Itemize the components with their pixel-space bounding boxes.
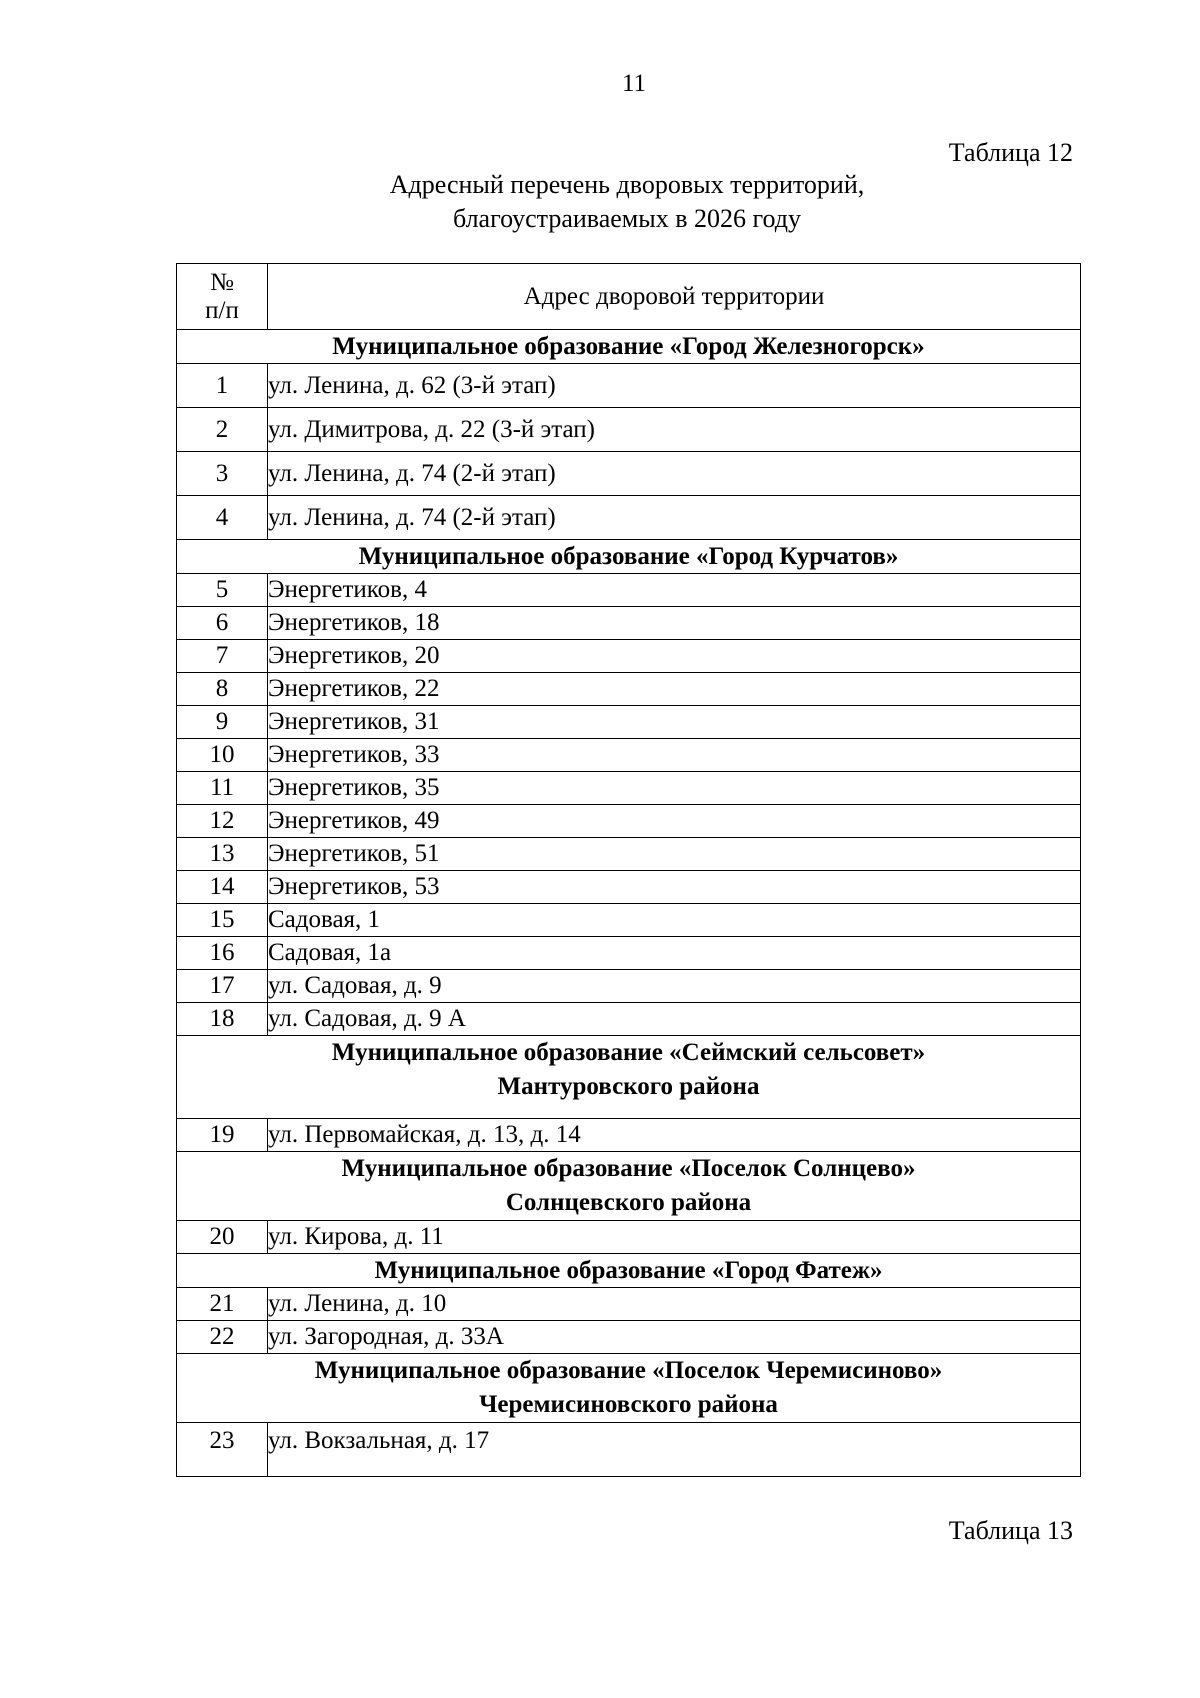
row-address: Энергетиков, 35 bbox=[268, 772, 1081, 805]
address-table bbox=[176, 263, 1081, 1477]
table-row bbox=[177, 706, 1081, 739]
row-address: ул. Кирова, д. 11 bbox=[268, 1221, 1081, 1254]
section-title bbox=[177, 1036, 1081, 1119]
row-number: 17 bbox=[177, 970, 268, 1003]
header-num-cell bbox=[177, 264, 268, 330]
table-row bbox=[177, 1221, 1081, 1254]
section-header-row bbox=[177, 1152, 1081, 1221]
row-number: 19 bbox=[177, 1119, 268, 1152]
section-title-line: Солнцевского района bbox=[505, 1189, 752, 1216]
section-title-line: Черемисиновского района bbox=[479, 1391, 778, 1418]
section-title-line: Муниципальное образование «Поселок Солнцево» bbox=[341, 1155, 916, 1182]
section-title-line: Муниципальное образование «Сеймский сельсовет» bbox=[331, 1039, 926, 1066]
section-header-row bbox=[177, 1036, 1081, 1119]
row-address: ул. Ленина, д. 62 (3-й этап) bbox=[268, 364, 1081, 408]
header-num-label: п/п bbox=[205, 296, 239, 324]
table-row bbox=[177, 970, 1081, 1003]
section-header-row bbox=[177, 1354, 1081, 1423]
table-row bbox=[177, 408, 1081, 452]
row-number: 15 bbox=[177, 904, 268, 937]
table-row bbox=[177, 607, 1081, 640]
table-header-row bbox=[177, 264, 1081, 330]
title-line-1: Адресный перечень дворовых территорий, bbox=[389, 170, 865, 199]
table-row bbox=[177, 838, 1081, 871]
row-number: 7 bbox=[177, 640, 268, 673]
row-number: 10 bbox=[177, 739, 268, 772]
row-address: ул. Вокзальная, д. 17 bbox=[268, 1423, 1081, 1477]
row-address: ул. Садовая, д. 9 bbox=[268, 970, 1081, 1003]
table-row bbox=[177, 904, 1081, 937]
table-row bbox=[177, 673, 1081, 706]
row-address: ул. Первомайская, д. 13, д. 14 bbox=[268, 1119, 1081, 1152]
row-address: ул. Димитрова, д. 22 (3-й этап) bbox=[268, 408, 1081, 452]
row-number: 22 bbox=[177, 1321, 268, 1354]
row-number: 21 bbox=[177, 1288, 268, 1321]
row-number: 11 bbox=[177, 772, 268, 805]
row-number: 8 bbox=[177, 673, 268, 706]
row-number: 12 bbox=[177, 805, 268, 838]
table-row bbox=[177, 805, 1081, 838]
section-header-row bbox=[177, 330, 1081, 364]
row-number: 1 bbox=[177, 364, 268, 408]
row-address: Энергетиков, 49 bbox=[268, 805, 1081, 838]
section-title bbox=[177, 1152, 1081, 1221]
row-address: Энергетиков, 31 bbox=[268, 706, 1081, 739]
row-number: 6 bbox=[177, 607, 268, 640]
row-number: 3 bbox=[177, 452, 268, 496]
header-address-cell: Адрес дворовой территории bbox=[268, 264, 1081, 330]
table-row bbox=[177, 772, 1081, 805]
row-address: Энергетиков, 4 bbox=[268, 574, 1081, 607]
table-row bbox=[177, 871, 1081, 904]
table-row bbox=[177, 1288, 1081, 1321]
row-address: Энергетиков, 51 bbox=[268, 838, 1081, 871]
row-address: Энергетиков, 22 bbox=[268, 673, 1081, 706]
table-label-top: Таблица 12 bbox=[948, 138, 1073, 167]
row-address: Энергетиков, 20 bbox=[268, 640, 1081, 673]
table-row bbox=[177, 640, 1081, 673]
row-number: 20 bbox=[177, 1221, 268, 1254]
document-title bbox=[174, 168, 1080, 236]
row-number: 16 bbox=[177, 937, 268, 970]
section-header-row bbox=[177, 540, 1081, 574]
row-address: ул. Ленина, д. 10 bbox=[268, 1288, 1081, 1321]
section-title: Муниципальное образование «Город Железногорск» bbox=[177, 330, 1081, 364]
table-row bbox=[177, 496, 1081, 540]
row-address: ул. Загородная, д. 33А bbox=[268, 1321, 1081, 1354]
row-number: 5 bbox=[177, 574, 268, 607]
section-title bbox=[177, 1354, 1081, 1423]
row-number: 23 bbox=[177, 1423, 268, 1477]
table-label-bottom: Таблица 13 bbox=[948, 1516, 1073, 1545]
table-row bbox=[177, 452, 1081, 496]
row-number: 4 bbox=[177, 496, 268, 540]
row-address: Энергетиков, 33 bbox=[268, 739, 1081, 772]
table-row bbox=[177, 1321, 1081, 1354]
table-row bbox=[177, 1423, 1081, 1477]
row-number: 18 bbox=[177, 1003, 268, 1036]
row-number: 9 bbox=[177, 706, 268, 739]
table-row bbox=[177, 364, 1081, 408]
table-row bbox=[177, 1003, 1081, 1036]
row-number: 2 bbox=[177, 408, 268, 452]
row-number: 13 bbox=[177, 838, 268, 871]
header-num-symbol: № bbox=[210, 268, 234, 296]
table-row bbox=[177, 937, 1081, 970]
table-row bbox=[177, 1119, 1081, 1152]
table-row bbox=[177, 574, 1081, 607]
row-address: Энергетиков, 53 bbox=[268, 871, 1081, 904]
title-line-2: благоустраиваемых в 2026 году bbox=[452, 204, 801, 233]
table-row bbox=[177, 739, 1081, 772]
row-address: ул. Ленина, д. 74 (2-й этап) bbox=[268, 496, 1081, 540]
section-title: Муниципальное образование «Город Курчатов» bbox=[177, 540, 1081, 574]
row-address: Садовая, 1а bbox=[268, 937, 1081, 970]
page-number: 11 bbox=[621, 70, 647, 97]
section-title-line: Мантуровского района bbox=[497, 1073, 760, 1100]
row-address: Садовая, 1 bbox=[268, 904, 1081, 937]
row-address: Энергетиков, 18 bbox=[268, 607, 1081, 640]
row-address: ул. Садовая, д. 9 А bbox=[268, 1003, 1081, 1036]
section-title-line: Муниципальное образование «Поселок Черемисиново» bbox=[314, 1357, 943, 1384]
section-header-row bbox=[177, 1254, 1081, 1288]
row-address: ул. Ленина, д. 74 (2-й этап) bbox=[268, 452, 1081, 496]
row-number: 14 bbox=[177, 871, 268, 904]
section-title: Муниципальное образование «Город Фатеж» bbox=[177, 1254, 1081, 1288]
